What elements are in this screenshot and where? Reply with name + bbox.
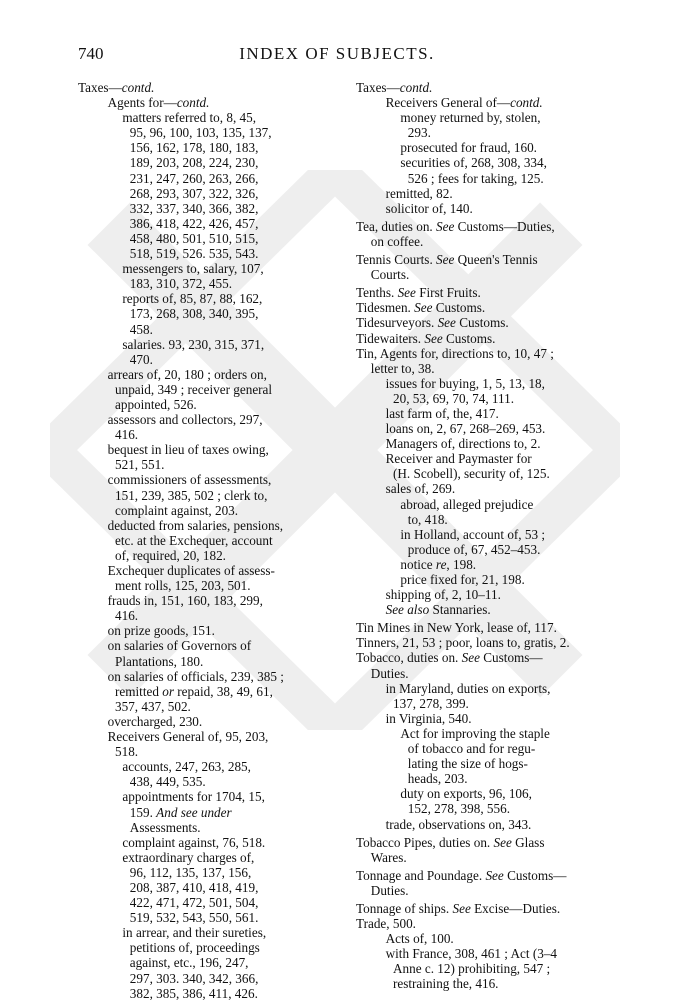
index-line: duty on exports, 96, 106, bbox=[400, 786, 532, 802]
index-line: Receiver and Paymaster for bbox=[385, 451, 532, 467]
index-line: remitted or repaid, 38, 49, 61, bbox=[115, 683, 273, 699]
page-header bbox=[0, 44, 674, 68]
index-line: Agents for—contd. bbox=[107, 95, 210, 111]
index-line: Tobacco Pipes, duties on. See Glass bbox=[356, 834, 545, 850]
index-line: 189, 203, 208, 224, 230, bbox=[129, 155, 259, 171]
index-line: commissioners of assessments, bbox=[107, 472, 272, 488]
index-line: 357, 437, 502. bbox=[115, 698, 191, 714]
index-line: 95, 96, 100, 103, 135, 137, bbox=[129, 125, 272, 141]
index-line: 297, 303. 340, 342, 366, bbox=[129, 970, 259, 986]
index-line: reports of, 85, 87, 88, 162, bbox=[122, 291, 263, 307]
index-line: lating the size of hogs- bbox=[407, 756, 528, 772]
index-line: salaries. 93, 230, 315, 371, bbox=[122, 336, 265, 352]
index-line: produce of, 67, 452–453. bbox=[407, 541, 541, 557]
index-line: assessors and collectors, 297, bbox=[107, 412, 263, 428]
index-line: 416. bbox=[115, 608, 139, 624]
index-line: with France, 308, 461 ; Act (3–4 bbox=[385, 946, 558, 962]
index-line: 159. And see under bbox=[129, 804, 232, 820]
index-line: accounts, 247, 263, 285, bbox=[122, 759, 251, 775]
index-line: Tin Mines in New York, lease of, 117. bbox=[356, 620, 557, 636]
index-line: unpaid, 349 ; receiver general bbox=[115, 381, 273, 397]
page-number: 740 bbox=[78, 44, 104, 63]
index-line: Acts of, 100. bbox=[385, 931, 454, 947]
index-column-right bbox=[356, 80, 600, 992]
index-line: Tenths. See First Fruits. bbox=[356, 285, 481, 301]
index-line: appointments for 1704, 15, bbox=[122, 789, 265, 805]
index-line: on salaries of officials, 239, 385 ; bbox=[107, 668, 284, 684]
index-line: 438, 449, 535. bbox=[129, 774, 206, 790]
index-line: Act for improving the staple bbox=[400, 725, 550, 741]
index-line: petitions of, proceedings bbox=[129, 940, 260, 956]
index-line: Tonnage and Poundage. See Customs— bbox=[356, 867, 567, 883]
index-line: appointed, 526. bbox=[115, 396, 197, 412]
index-line: deducted from salaries, pensions, bbox=[107, 517, 284, 533]
index-line: on salaries of Governors of bbox=[107, 638, 252, 654]
index-line: Duties. bbox=[370, 882, 409, 898]
index-line: 208, 387, 410, 418, 419, bbox=[129, 879, 259, 895]
index-line: 332, 337, 340, 366, 382, bbox=[129, 200, 259, 216]
index-line: 156, 162, 178, 180, 183, bbox=[129, 140, 259, 156]
running-title: INDEX OF SUBJECTS. bbox=[239, 44, 435, 63]
index-line: Taxes—contd. bbox=[78, 80, 155, 95]
index-line: Tidesmen. See Customs. bbox=[356, 300, 486, 316]
index-line: in Virginia, 540. bbox=[385, 710, 472, 726]
index-line: Receivers General of, 95, 203, bbox=[107, 729, 269, 745]
index-line: bequest in lieu of taxes owing, bbox=[107, 442, 269, 458]
index-line: in Holland, account of, 53 ; bbox=[400, 526, 546, 542]
index-line: 518. bbox=[115, 744, 139, 760]
index-line: Anne c. 12) prohibiting, 547 ; bbox=[393, 961, 551, 977]
index-line: 382, 385, 386, 411, 426. bbox=[129, 985, 258, 1001]
index-line: loans on, 2, 67, 268–269, 453. bbox=[385, 421, 546, 437]
index-line: 458. bbox=[129, 321, 153, 337]
index-line: in Maryland, duties on exports, bbox=[385, 680, 551, 696]
index-line: notice re, 198. bbox=[400, 556, 477, 572]
index-line: issues for buying, 1, 5, 13, 18, bbox=[385, 375, 545, 391]
index-line: overcharged, 230. bbox=[107, 713, 203, 729]
index-line: ment rolls, 125, 203, 501. bbox=[115, 578, 251, 594]
index-line: 422, 471, 472, 501, 504, bbox=[129, 895, 259, 911]
index-line: extraordinary charges of, bbox=[122, 849, 255, 865]
index-line: 293. bbox=[407, 125, 431, 141]
index-line: 152, 278, 398, 556. bbox=[407, 801, 510, 817]
index-line: money returned by, stolen, bbox=[400, 110, 541, 126]
index-line: last farm of, the, 417. bbox=[385, 405, 499, 421]
index-line: Plantations, 180. bbox=[115, 653, 204, 669]
index-line: 518, 519, 526. 535, 543. bbox=[129, 246, 259, 262]
index-line: shipping of, 2, 10–11. bbox=[385, 587, 501, 603]
index-line: Tin, Agents for, directions to, 10, 47 ; bbox=[356, 345, 554, 361]
index-line: price fixed for, 21, 198. bbox=[400, 572, 525, 587]
index-line: complaint against, 203. bbox=[115, 502, 239, 518]
index-line: etc. at the Exchequer, account bbox=[115, 532, 273, 548]
index-line: Trade, 500. bbox=[356, 916, 416, 932]
index-line: Receivers General of—contd. bbox=[385, 95, 543, 111]
index-line: Courts. bbox=[370, 267, 410, 283]
index-line: remitted, 82. bbox=[385, 185, 453, 201]
index-line: 151, 239, 385, 502 ; clerk to, bbox=[115, 487, 268, 503]
index-line: arrears of, 20, 180 ; orders on, bbox=[107, 366, 267, 382]
index-line: of, required, 20, 182. bbox=[115, 547, 226, 563]
index-line: letter to, 38. bbox=[370, 360, 435, 376]
index-line: prosecuted for fraud, 160. bbox=[400, 140, 537, 156]
index-line: 386, 418, 422, 426, 457, bbox=[129, 215, 259, 231]
index-line: Tobacco, duties on. See Customs— bbox=[356, 650, 543, 666]
index-line: 519, 532, 543, 550, 561. bbox=[129, 910, 259, 926]
index-line: 20, 53, 69, 70, 74, 111. bbox=[393, 390, 515, 406]
index-line: on prize goods, 151. bbox=[107, 623, 215, 639]
index-line: Tea, duties on. See Customs—Duties, bbox=[356, 218, 555, 234]
index-line: to, 418. bbox=[407, 511, 448, 527]
index-line: abroad, alleged prejudice bbox=[400, 496, 534, 512]
index-column-left bbox=[78, 80, 340, 1001]
index-line: 521, 551. bbox=[115, 457, 165, 473]
index-line: against, etc., 196, 247, bbox=[129, 955, 249, 971]
index-line: Duties. bbox=[370, 665, 409, 681]
index-line: trade, observations on, 343. bbox=[385, 816, 532, 832]
index-line: Tinners, 21, 53 ; poor, loans to, gratis, 2. bbox=[356, 635, 570, 651]
index-line: 173, 268, 308, 340, 395, bbox=[129, 306, 259, 322]
index-line: 183, 310, 372, 455. bbox=[129, 276, 232, 292]
index-line: Tennis Courts. See Queen's Tennis bbox=[356, 252, 538, 268]
index-line: frauds in, 151, 160, 183, 299, bbox=[107, 593, 263, 609]
index-line: (H. Scobell), security of, 125. bbox=[393, 466, 550, 482]
index-line: 96, 112, 135, 137, 156, bbox=[129, 864, 252, 880]
index-line: restraining the, 416. bbox=[393, 976, 499, 992]
index-line: matters referred to, 8, 45, bbox=[122, 110, 257, 126]
index-line: 526 ; fees for taking, 125. bbox=[407, 170, 544, 186]
index-line: See also Stannaries. bbox=[385, 602, 491, 618]
index-line: Wares. bbox=[370, 849, 407, 865]
index-line: heads, 203. bbox=[407, 771, 468, 787]
index-line: Taxes—contd. bbox=[356, 80, 433, 95]
index-line: 458, 480, 501, 510, 515, bbox=[129, 230, 259, 246]
index-line: 416. bbox=[115, 427, 139, 443]
index-line: 268, 293, 307, 322, 326, bbox=[129, 185, 259, 201]
index-line: 231, 247, 260, 263, 266, bbox=[129, 170, 259, 186]
index-line: Tonnage of ships. See Excise—Duties. bbox=[356, 900, 561, 916]
index-line: of tobacco and for regu- bbox=[407, 741, 536, 757]
index-line: 137, 278, 399. bbox=[393, 695, 469, 711]
index-line: in arrear, and their sureties, bbox=[122, 925, 267, 941]
index-line: Exchequer duplicates of assess- bbox=[107, 563, 275, 578]
index-line: sales of, 269. bbox=[385, 481, 456, 497]
index-line: 470. bbox=[129, 351, 153, 367]
index-line: Managers of, directions to, 2. bbox=[385, 436, 541, 452]
index-line: Tidewaiters. See Customs. bbox=[356, 330, 496, 346]
index-line: on coffee. bbox=[370, 233, 424, 249]
index-line: Tidesurveyors. See Customs. bbox=[356, 315, 509, 331]
index-line: Assessments. bbox=[129, 819, 201, 835]
index-line: complaint against, 76, 518. bbox=[122, 834, 266, 850]
index-line: messengers to, salary, 107, bbox=[122, 261, 264, 277]
index-line: solicitor of, 140. bbox=[385, 200, 473, 216]
index-line: securities of, 268, 308, 334, bbox=[400, 155, 547, 171]
